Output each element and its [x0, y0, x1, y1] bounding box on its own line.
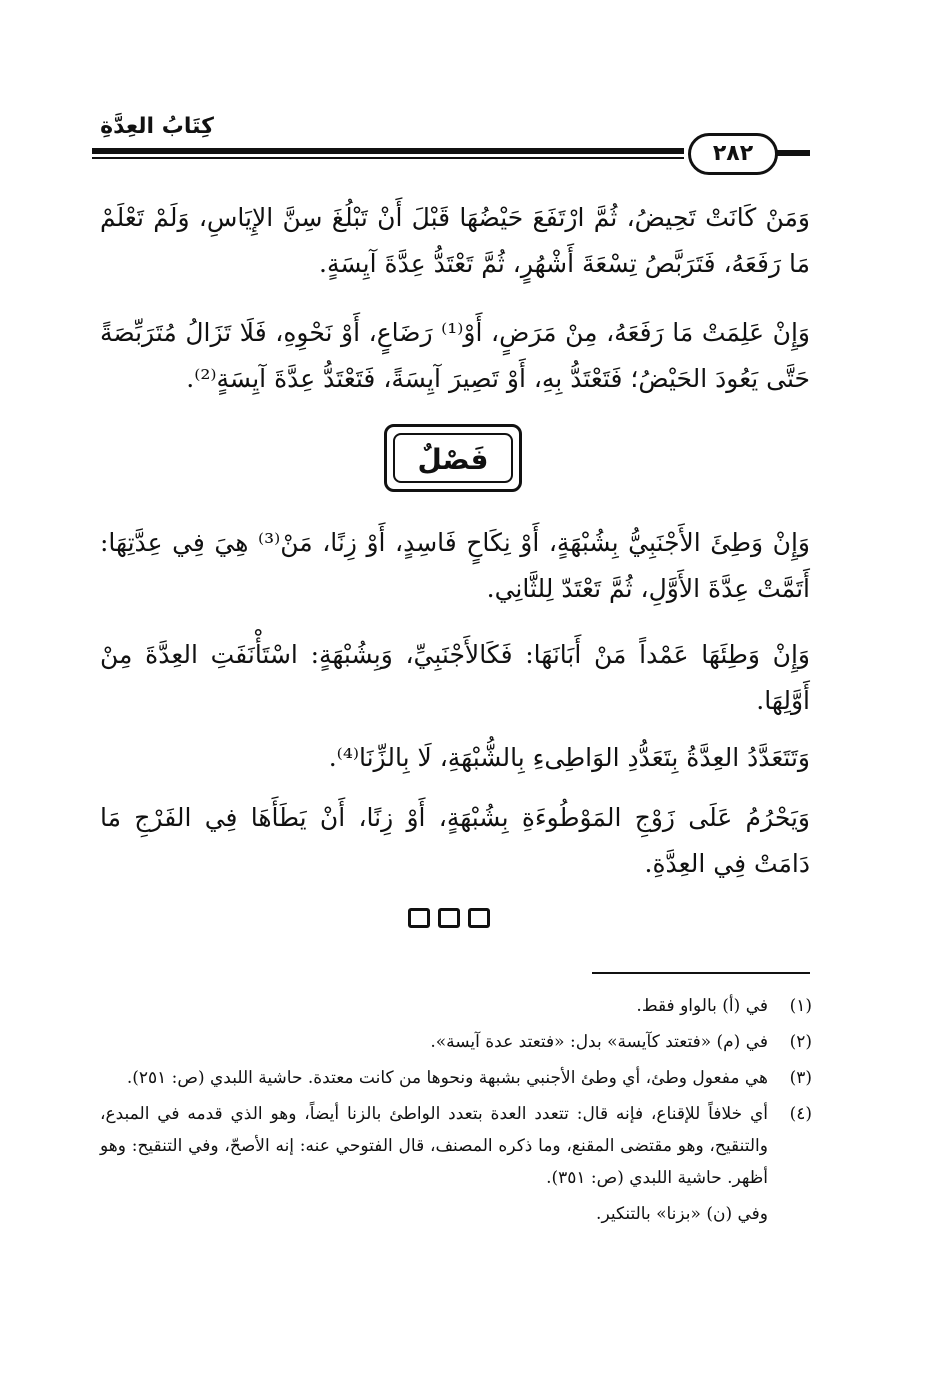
- header-rule-thin: [92, 157, 684, 159]
- footnote-continuation: وفي (ن) «بزنا» بالتنكير.: [596, 1204, 768, 1224]
- header-rule-right: [776, 150, 810, 156]
- footnote-text: في (م) «فتعتد كآيسة» بدل: «فتعتد عدة آيسة».: [430, 1032, 768, 1052]
- paragraph-1: وَمَنْ كَانَتْ تَحِيضُ، ثُمَّ ارْتَفَعَ حَيْضُهَا قَبْلَ أَنْ تَبْلُغَ سِنَّ الإِيَاسِ، وَلَمْ تَعْلَمْ مَا رَفَعَهُ، فَتَرَبَّصُ تِسْعَةَ أَشْهُرٍ، ثُمَّ تَعْتَدُّ عِدَّةَ آيِسَةٍ.: [100, 203, 810, 278]
- section-heading: فَصْلٌ: [393, 433, 513, 483]
- section-heading-frame: [384, 424, 522, 492]
- footnote: [100, 990, 812, 1022]
- footnote-number: (١): [789, 996, 812, 1016]
- paragraph-5: وَتَتَعَدَّدُ العِدَّةُ بِتَعَدُّدِ الوَاطِىءِ بِالشُّبْهَةِ، لَا بِالزِّنَا⁽⁴⁾.: [328, 743, 810, 772]
- footnote-number: (٤): [789, 1104, 812, 1124]
- running-header-title: كِتَابُ العِدَّةِ: [100, 114, 214, 139]
- footnote-text: أي خلافاً للإقناع، فإنه قال: تتعدد العدة بتعدد الواطئ بالزنا أيضاً، وهو الذي قدمه في المبدع، والتنقيح، وهو مقتضى المقنع، وما ذكره المصنف، قال الفتوحي عنه: إنه الأصحّ، وفي التنقيح: وهو أظهر. حاشية اللبدي (ص: ٣٥١).: [100, 1104, 768, 1188]
- paragraph-4: وَإِنْ وَطِئَهَا عَمْداً مَنْ أَبَانَهَا: فَكَالأَجْنَبِيِّ، وَبِشُبْهَةٍ: اسْتَأْنَفَتِ العِدَّةَ مِنْ أَوَّلِهَا.: [100, 640, 810, 715]
- footnote-text: هي مفعول وطئ، أي وطئ الأجنبي بشبهة ونحوها من كانت معتدة. حاشية اللبدي (ص: ٢٥١).: [126, 1068, 768, 1088]
- page-number: ٢٨٢: [688, 133, 778, 175]
- footnote-number: (٢): [789, 1032, 812, 1052]
- section-end-ornament: [408, 908, 508, 932]
- footnote-text: في (أ) بالواو فقط.: [636, 996, 768, 1016]
- footnote: [100, 1026, 812, 1058]
- paragraph-2: وَإِنْ عَلِمَتْ مَا رَفَعَهُ، مِنْ مَرَضٍ، أَوْ⁽¹⁾ رَضَاعٍ، أَوْ نَحْوِهِ، فَلَا تَزَالُ مُتَرَبِّصَةً حَتَّى يَعُودَ الحَيْضُ؛ فَتَعْتَدُّ بِهِ، أَوْ تَصِيرَ آيِسَةً، فَتَعْتَدُّ عِدَّةَ آيِسَةٍ⁽²⁾.: [100, 318, 810, 393]
- footnote-separator: [592, 972, 810, 974]
- header-rule: [92, 148, 684, 154]
- ornament-square-icon: [408, 908, 430, 928]
- ornament-square-icon: [468, 908, 490, 928]
- footnote: [100, 1098, 812, 1194]
- footnote-number: (٣): [789, 1068, 812, 1088]
- footnote: [100, 1062, 812, 1094]
- footnotes: [100, 990, 812, 1230]
- paragraph-3: وَإِنْ وَطِئَ الأَجْنَبِيُّ بِشُبْهَةٍ، أَوْ نِكَاحٍ فَاسِدٍ، أَوْ زِنًا، مَنْ⁽³⁾ هِيَ فِي عِدَّتِهَا: أَتَمَّتْ عِدَّةَ الأَوَّلِ، ثُمَّ تَعْتَدّ لِلثَّانِي.: [100, 528, 810, 603]
- paragraph-6: وَيَحْرُمُ عَلَى زَوْجِ المَوْطُوءَةِ بِشُبْهَةٍ، أَوْ زِنًا، أَنْ يَطَأَهَا فِي الفَرْجِ مَا دَامَتْ فِي العِدَّةِ.: [100, 803, 810, 878]
- ornament-square-icon: [438, 908, 460, 928]
